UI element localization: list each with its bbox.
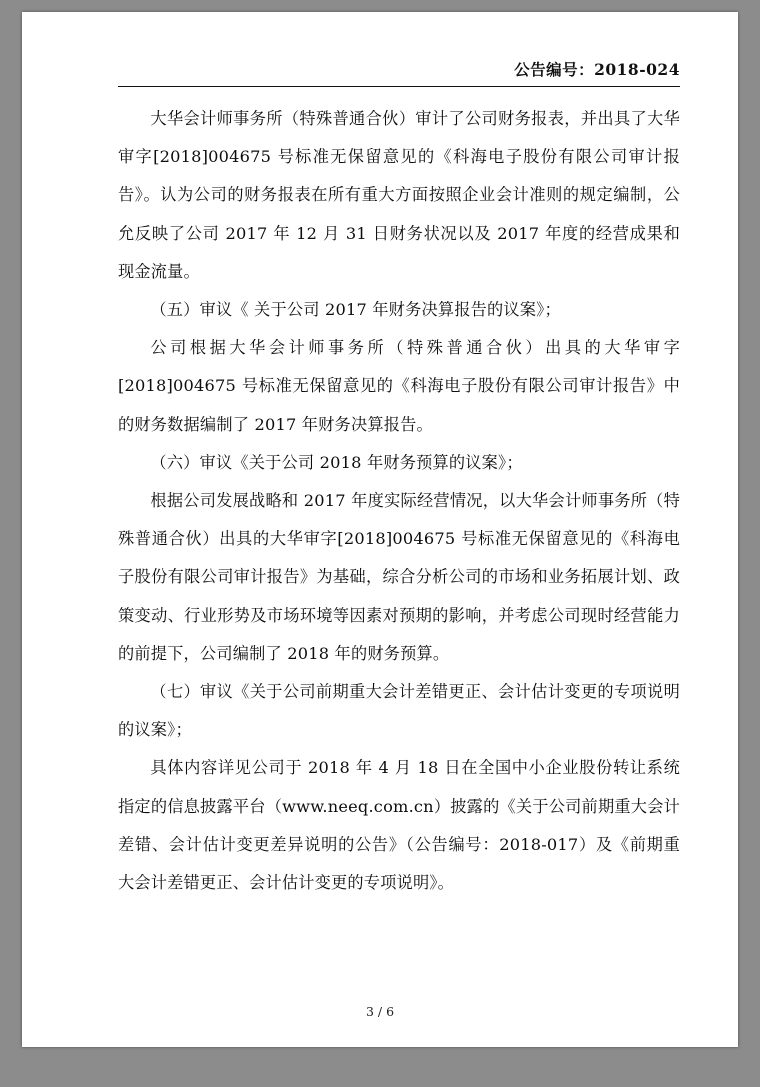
paragraph: （六）审议《关于公司 2018 年财务预算的议案》； <box>150 452 523 472</box>
paragraph: （七）审议《关于公司前期重大会计差错更正、会计估计变更的专项说明的议案》； <box>118 682 680 740</box>
page-number: 3 / 6 <box>365 1004 395 1019</box>
paragraph: 大华会计师事务所（特殊普通合伙）审计了公司财务报表，并出具了大华审字[2018]004675 号标准无保留意见的《科海电子股份有限公司审计报告》。认为公司的财务报表在所有重大方面按照企业会计准则的规定编制，公允反映了公司 2017 年 12 月 31 日财务状况以及 2017 年度的经营成果和现金流量。 <box>118 109 680 281</box>
paragraph: 根据公司发展战略和 2017 年度实际经营情况，以大华会计师事务所（特殊普通合伙）出具的大华审字[2018]004675 号标准无保留意见的《科海电子股份有限公司审计报告》为基础，综合分析公司的市场和业务拓展计划、政策变动、行业形势及市场环境等因素对预期的影响，并考虑公司现时经营能力的前提下，公司编制了 2018 年的财务预算。 <box>118 491 680 663</box>
paragraph: 具体内容详见公司于 2018 年 4 月 18 日在全国中小企业股份转让系统指定的信息披露平台（www.neeq.com.cn）披露的《关于公司前期重大会计差错、会计估计变更差异说明的公告》（公告编号：2018-017）及《前期重大会计差错更正、会计估计变更的专项说明》。 <box>118 758 680 893</box>
header-divider <box>118 86 680 87</box>
paragraph: （五）审议《 关于公司 2017 年财务决算报告的议案》； <box>150 300 561 320</box>
document-body <box>118 100 680 902</box>
page-header-announcement-number: 公告编号：2018-024 <box>514 60 680 79</box>
paragraph: 公司根据大华会计师事务所（特殊普通合伙）出具的大华审字[2018]004675 号标准无保留意见的《科海电子股份有限公司审计报告》中的财务数据编制了 2017 年财务决算报告。 <box>118 338 680 434</box>
document-page <box>22 12 738 1047</box>
